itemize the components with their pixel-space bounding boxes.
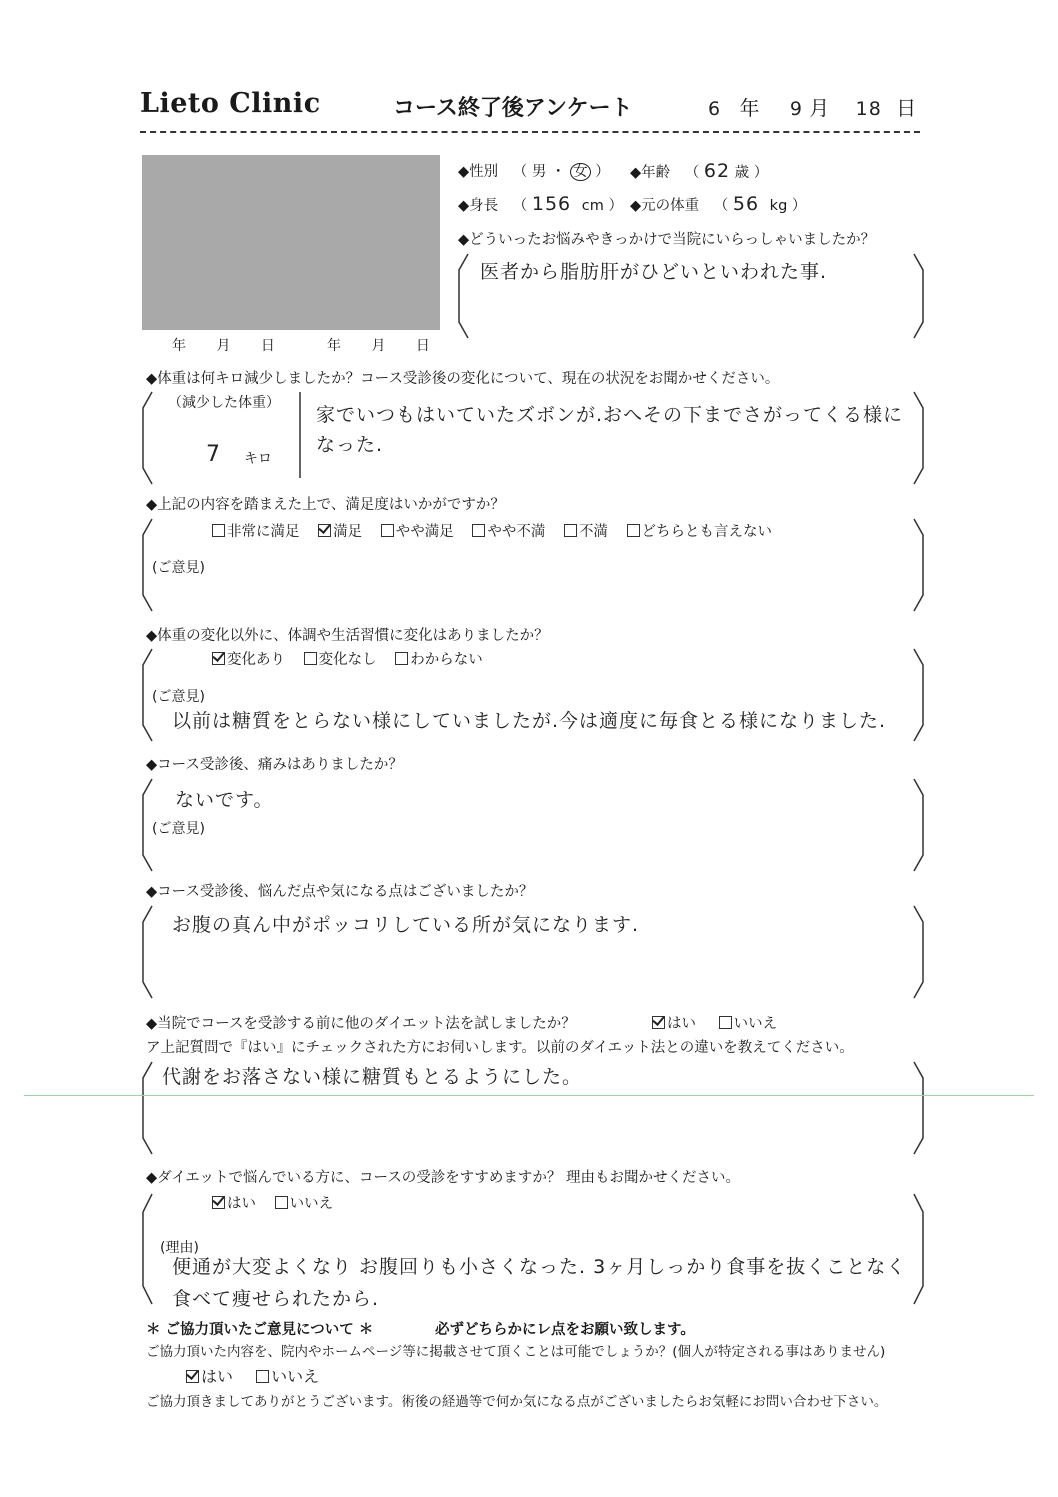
satisfaction-option-somewhat-satisfied[interactable]: [381, 524, 454, 540]
lifestyle-option-unknown[interactable]: [395, 652, 483, 668]
checkbox-unchecked-icon[interactable]: [395, 652, 408, 665]
original-weight-row: [630, 193, 806, 215]
checkbox-unchecked-icon[interactable]: [304, 652, 317, 665]
height-label: ◆身長: [458, 198, 499, 214]
height-close-paren: ）: [608, 198, 623, 214]
checkbox-checked-icon[interactable]: [212, 652, 225, 665]
height-value[interactable]: 156: [531, 193, 572, 215]
option-label: どちらとも言えない: [641, 524, 773, 540]
satisfaction-option-satisfied[interactable]: [318, 524, 362, 540]
photo-before-day: 日: [260, 338, 275, 354]
option-label: やや満足: [395, 524, 454, 540]
consent-question: ご協力頂いた内容を、院内やホームページ等に掲載させて頂くことは可能でしょうか？(個人が特定される事はありません): [146, 1344, 886, 1360]
option-label: 変化あり: [227, 652, 285, 668]
weight-change-answer-line1[interactable]: 家でいつもはいていたズボンが.おへその下までさがってくる様に: [316, 404, 904, 426]
height-row: [458, 193, 623, 215]
original-weight-label: ◆元の体重: [630, 198, 700, 214]
original-weight-close-paren: ）: [791, 198, 807, 214]
before-after-photo: [142, 155, 440, 330]
form-title: コース終了後アンケート: [393, 96, 633, 121]
pain-comment-label: (ご意見): [152, 821, 205, 837]
consent-option-no[interactable]: [256, 1367, 319, 1386]
checkbox-unchecked-icon[interactable]: [564, 524, 577, 537]
pain-answer[interactable]: ないです。: [175, 789, 274, 811]
option-label: いいえ: [733, 1016, 778, 1032]
checkbox-checked-icon[interactable]: [186, 1370, 199, 1383]
gender-open-paren: （: [512, 164, 528, 180]
satisfaction-options: [212, 520, 772, 541]
age-value[interactable]: 62: [703, 160, 731, 182]
option-label: やや不満: [487, 524, 546, 540]
date-month-label: 月: [809, 96, 830, 120]
checkbox-unchecked-icon[interactable]: [256, 1370, 269, 1383]
consent-option-yes[interactable]: [186, 1367, 233, 1386]
date-year-label: 年: [739, 96, 760, 120]
concern-question: ◆コース受診後、悩んだ点や気になる点はございましたか？: [146, 884, 534, 900]
option-label: 非常に満足: [227, 524, 300, 540]
age-open-paren: （: [684, 165, 700, 181]
photo-after-year: 年: [327, 338, 341, 354]
photo-after-month: 月: [371, 338, 386, 354]
satisfaction-comment-label: (ご意見): [152, 560, 205, 576]
date-day-label: 日: [896, 96, 917, 120]
weight-change-answer-line2[interactable]: なった.: [316, 434, 384, 456]
reason-question: ◆どういったお悩みやきっかけで当院にいらっしゃいましたか？: [458, 232, 876, 248]
option-label: はい: [667, 1016, 696, 1032]
lifestyle-option-no-change[interactable]: [304, 652, 377, 668]
lifestyle-answer[interactable]: 以前は糖質をとらない様にしていましたが.今は適度に毎食とる様になりました.: [172, 710, 887, 732]
satisfaction-option-neutral[interactable]: [627, 524, 773, 540]
header-divider: [140, 131, 920, 133]
footer-thanks: ご協力頂きましてありがとうございます。術後の経過等で何か気になる点がございましたらお気軽にお問い合わせ下さい。: [146, 1394, 888, 1410]
gender-label: ◆性別: [458, 164, 499, 180]
satisfaction-option-dissatisfied[interactable]: [564, 524, 608, 540]
consent-heading: ＊ ご協力頂いたご意見について ＊: [146, 1322, 374, 1338]
option-label: 変化なし: [318, 652, 377, 668]
weight-lost-label: （減少した体重）: [168, 395, 280, 411]
diet-options: [652, 1012, 777, 1033]
photo-after-day: 日: [415, 338, 430, 354]
original-weight-value[interactable]: 56: [732, 193, 760, 215]
age-label: ◆年齢: [630, 165, 671, 181]
checkbox-unchecked-icon[interactable]: [627, 524, 640, 537]
weight-lost-value[interactable]: 7: [206, 442, 221, 467]
option-label: わからない: [410, 652, 483, 668]
lifestyle-option-changed[interactable]: [212, 652, 285, 668]
diet-answer[interactable]: 代謝をお落さない様に糖質もとるようにした。: [162, 1066, 583, 1088]
date-year: 6: [708, 98, 722, 120]
concern-answer[interactable]: お腹の真ん中がポッコリしている所が気になります.: [172, 914, 640, 936]
option-label: はい: [227, 1196, 256, 1212]
checkbox-checked-icon[interactable]: [318, 524, 331, 537]
recommend-reason-label: (理由): [160, 1240, 199, 1256]
date-day: 18: [855, 98, 882, 120]
diet-option-no[interactable]: [719, 1016, 778, 1032]
gender-row: [458, 160, 610, 181]
consent-notice: 必ずどちらかにレ点をお願い致します。: [435, 1322, 695, 1338]
option-label: 不満: [578, 524, 608, 540]
option-label: はい: [201, 1367, 234, 1386]
recommend-answer-line1[interactable]: 便通が大変よくなり お腹回りも小さくなった. 3ヶ月しっかり食事を抜くことなく: [172, 1256, 907, 1278]
age-row: [630, 160, 768, 182]
reason-answer[interactable]: 医者から脂肪肝がひどいといわれた事.: [480, 261, 828, 283]
photo-after-date: [327, 335, 430, 355]
gender-option-male[interactable]: 男: [531, 164, 547, 180]
checkbox-unchecked-icon[interactable]: [381, 524, 394, 537]
satisfaction-option-very-satisfied[interactable]: [212, 524, 300, 540]
satisfaction-question: ◆上記の内容を踏まえた上で、満足度はいかがですか？: [146, 497, 505, 513]
diet-question: ◆当院でコースを受診する前に他のダイエット法を試しましたか？: [146, 1016, 576, 1032]
form-date: [708, 92, 916, 121]
checkbox-checked-icon[interactable]: [652, 1016, 665, 1029]
weight-change-question: ◆体重は何キロ減少しましたか？コース受診後の変化について、現在の状況をお聞かせください。: [146, 371, 780, 387]
lifestyle-comment-label: (ご意見): [152, 689, 205, 705]
clinic-name: Lieto Clinic: [140, 88, 321, 119]
height-open-paren: （: [512, 198, 528, 214]
gender-separator: ・: [550, 164, 566, 180]
age-close-paren: ）: [753, 165, 769, 181]
diet-option-yes[interactable]: [652, 1016, 696, 1032]
consent-options: [186, 1364, 319, 1387]
recommend-answer-line2[interactable]: 食べて痩せられたから.: [172, 1288, 380, 1310]
original-weight-unit: kg: [769, 198, 788, 214]
recommend-question: ◆ダイエットで悩んでいる方に、コースの受診をすすめますか？ 理由もお聞かせください。: [146, 1170, 741, 1186]
photo-before-date: [172, 335, 275, 355]
checkbox-unchecked-icon[interactable]: [472, 524, 485, 537]
lifestyle-question: ◆体重の変化以外に、体調や生活習慣に変化はありましたか？: [146, 628, 549, 644]
option-label: 満足: [333, 524, 363, 540]
photo-before-month: 月: [216, 338, 231, 354]
height-unit: cm: [581, 198, 604, 214]
option-label: いいえ: [271, 1367, 320, 1386]
diet-followup-question: ア上記質問で『はい』にチェックされた方にお伺いします。以前のダイエット法との違いを教えてください。: [146, 1040, 854, 1056]
pain-question: ◆コース受診後、痛みはありましたか？: [146, 757, 403, 773]
satisfaction-option-somewhat-dissatisfied[interactable]: [472, 524, 545, 540]
date-month: 9: [789, 98, 803, 120]
option-label: いいえ: [289, 1196, 334, 1212]
gender-option-female-circled[interactable]: 女: [570, 163, 591, 181]
weight-lost-unit: キロ: [244, 451, 272, 467]
original-weight-open-paren: （: [713, 198, 729, 214]
gender-close-paren: ）: [595, 164, 610, 180]
photo-before-year: 年: [172, 338, 186, 354]
age-unit: 歳: [734, 165, 750, 181]
lifestyle-options: [212, 648, 483, 669]
checkbox-unchecked-icon[interactable]: [212, 524, 225, 537]
checkbox-unchecked-icon[interactable]: [719, 1016, 732, 1029]
scan-artifact-line: [24, 1095, 1034, 1096]
